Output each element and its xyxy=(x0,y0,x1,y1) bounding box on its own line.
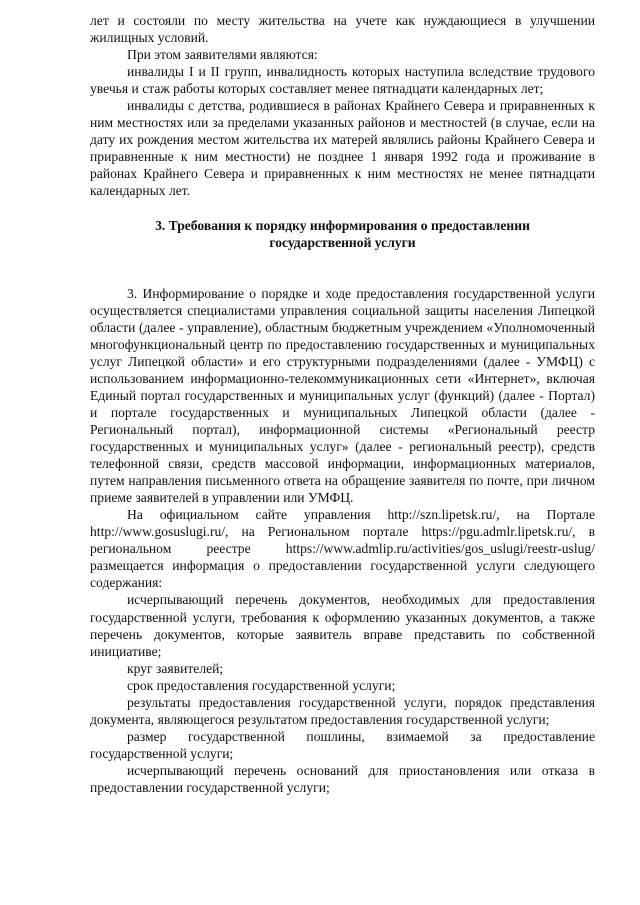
list-item-state-fee: размер государственной пошлины, взимаемой за предоставление государственной услуги; xyxy=(90,728,595,761)
document-page xyxy=(90,12,595,796)
list-item-service-term: срок предоставления государственной услуги; xyxy=(127,677,396,693)
list-item-applicants-circle: круг заявителей; xyxy=(127,660,224,676)
paragraph-applicants-disabled-injury: инвалиды I и II групп, инвалидность которых наступила вследствие трудового увечья и стаж работы которых составляет менее пятнадцати календарных лет; xyxy=(90,64,595,97)
list-item-refusal-grounds: исчерпывающий перечень оснований для приостановления или отказа в предоставлении государственной услуги; xyxy=(90,762,595,795)
section-heading xyxy=(90,217,595,251)
section-heading-line-2: государственной услуги xyxy=(269,234,416,250)
section-heading-line-1: 3. Требования к порядку информирования о предоставлении xyxy=(155,217,530,233)
list-item-service-results: результаты предоставления государственной услуги, порядок представления документа, являющегося результатом предоставления государственной услуги; xyxy=(90,694,595,727)
paragraph-applicants-intro: При этом заявителями являются: xyxy=(127,47,318,63)
list-item-documents: исчерпывающий перечень документов, необходимых для предоставления государственной услуги, требования к оформлению указанных документов, а также перечень документов, которые заявитель вправе представить по собственной инициативе; xyxy=(90,592,595,659)
paragraph-continuation: лет и состояли по месту жительства на учете как нуждающиеся в улучшении жилищных условий. xyxy=(90,13,595,46)
paragraph-official-sites: На официальном сайте управления http://szn.lipetsk.ru/, на Портале http://www.gosuslugi.ru/, на Региональном портале https://pgu.admlr.lipetsk.ru/, в региональном реестре https://www.admlip.ru/activities/gos_uslugi/reestr-uslug/ размещается информация о предоставлении государственной услуги следующего содержания: xyxy=(90,507,595,591)
paragraph-informing: 3. Информирование о порядке и ходе предоставления государственной услуги осуществляется специалистами управления социальной защиты населения Липецкой области (далее - управление), областным бюджетным учреждением «Уполномоченный многофункциональный центр по предоставлению государственных и муниципальных услуг Липецкой области» и его структурными подразделениями (далее - УМФЦ) с использованием информационно-телекоммуникационных сети «Интернет», включая Единый портал государственных и муниципальных услуг (функций) (далее - Портал) и портале государственных и муниципальных Липецкой области (далее - Региональный портал), информационной системы «Региональный реестр государственных и муниципальных услуг» (далее - региональный реестр), средств телефонной связи, средств массовой информации, информационных материалов, путем направления письменного ответа на обращение заявителя по почте, при личном приеме заявителей в управлении или УМФЦ. xyxy=(90,285,595,506)
paragraph-applicants-disabled-childhood: инвалиды с детства, родившиеся в районах Крайнего Севера и приравненных к ним местностях или за пределами указанных районов и местностей (в случае, если на дату их рождения местом жительства их матерей являлись районы Крайнего Севера и приравненные к ним местности) не позднее 1 января 1992 года и проживание в районах Крайнего Севера и приравненных к ним местностях не менее пятнадцати календарных лет. xyxy=(90,98,595,199)
